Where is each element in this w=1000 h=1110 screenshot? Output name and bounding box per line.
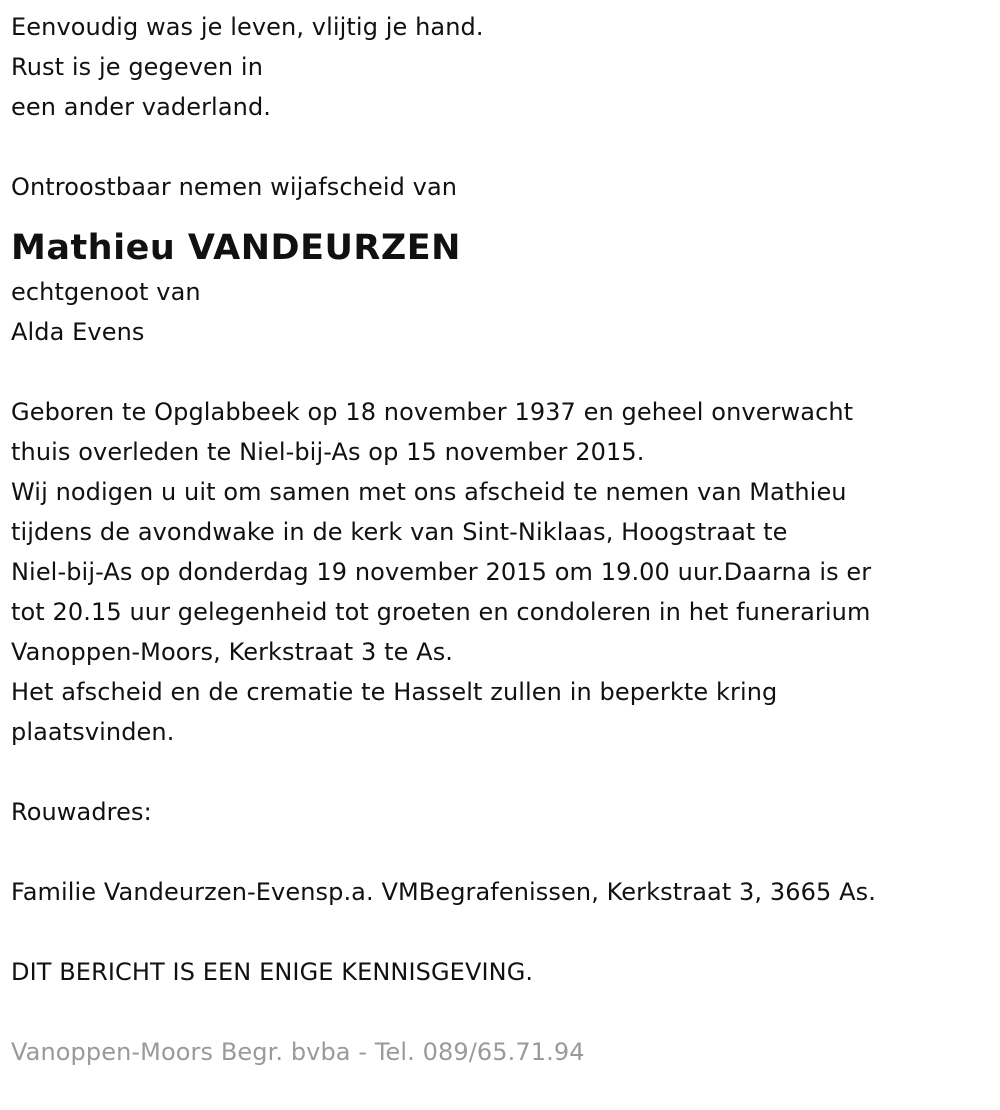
funeral-home-footer: Vanoppen-Moors Begr. bvba - Tel. 089/65.71.94 — [11, 1038, 585, 1066]
spacer — [11, 207, 991, 223]
intro-text: Ontroostbaar nemen wijafscheid van — [11, 173, 458, 201]
body-line: Wij nodigen u uit om samen met ons afscheid te nemen van Mathieu — [11, 478, 847, 506]
body-line: tijdens de avondwake in de kerk van Sint-Niklaas, Hoogstraat te — [11, 518, 788, 546]
body-line: Het afscheid en de crematie te Hasselt zullen in beperkte kring — [11, 678, 778, 706]
body-line: thuis overleden te Niel-bij-As op 15 november 2015. — [11, 438, 645, 466]
mourning-address-value: Familie Vandeurzen-Evensp.a. VMBegrafenissen, Kerkstraat 3, 3665 As. — [11, 878, 876, 906]
poem-line-3: een ander vaderland. — [11, 93, 272, 121]
spacer — [11, 992, 991, 1032]
spouse-name: Alda Evens — [11, 318, 145, 346]
deceased-name: Mathieu VANDEURZEN — [11, 228, 461, 268]
obituary-document — [11, 7, 991, 1072]
body-line: Vanoppen-Moors, Kerkstraat 3 te As. — [11, 638, 454, 666]
body-line: tot 20.15 uur gelegenheid tot groeten en condoleren in het funerarium — [11, 598, 871, 626]
spacer — [11, 352, 991, 392]
body-line: Geboren te Opglabbeek op 18 november 1937 en geheel onverwacht — [11, 398, 854, 426]
spacer — [11, 127, 991, 167]
spacer — [11, 752, 991, 792]
spacer — [11, 912, 991, 952]
notice-text: DIT BERICHT IS EEN ENIGE KENNISGEVING. — [11, 958, 534, 986]
body-line: plaatsvinden. — [11, 718, 175, 746]
mourning-address-label: Rouwadres: — [11, 798, 152, 826]
poem-line-1: Eenvoudig was je leven, vlijtig je hand. — [11, 13, 484, 41]
poem-line-2: Rust is je gegeven in — [11, 53, 264, 81]
body-line: Niel-bij-As op donderdag 19 november 2015 om 19.00 uur.Daarna is er — [11, 558, 872, 586]
spacer — [11, 832, 991, 872]
relation-text: echtgenoot van — [11, 278, 201, 306]
